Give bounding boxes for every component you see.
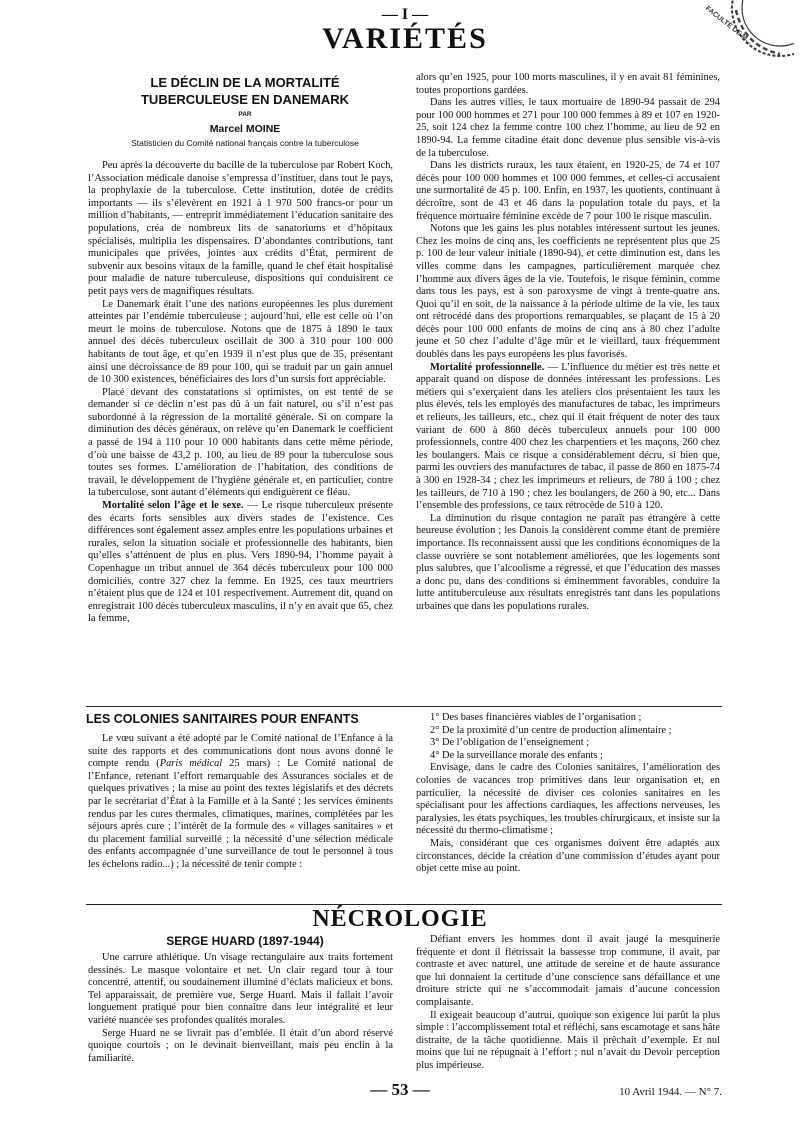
obituary-column-2 (416, 934, 720, 1073)
author-affiliation: Statisticien du Comité national français contre la tuberculose (131, 138, 359, 148)
text-run: 25 mars) : Le Comité national de l’Enfance, retenant l’effort remarquable des Assurances sociales et de quelques privatives ; la mise au point des textes législatifs et des décrets par le secrétariat d’État à la Famille et à la Santé ; les services éminents rendus par les cures thermales, climatiques, marines, complétées par les séjours après cure ; l’intérêt de la formule des « villages sanitaires » et du placement familial surveillé ; la nécessité d’une sélection médicale des enfants accompagnée d’une surveillance de tout le personnel à tous les échelons radio...) ; la nécessité de tenir compte : (88, 758, 393, 870)
paragraph-text: — Le risque tuberculeux présente des écarts forts sensibles aux divers stades de l’existence. Ces différences sont également assez amples entre les populations urbaines et rurales, selon la situation sociale et professionnelle des habitants, bien qu’elles s’atténuent de plus en plus. Vers 1890-94, l’homme payait à Copenhague un tribut annuel de 364 décès tuberculeux pour 100 000 domiciliés, contre 327 chez la femme. En 1925, ces taux meurtriers n’étaient plus que de 124 et 101 respectivement. Autrement dit, quand on enregistrait 100 décès tuberculeux masculins, il n’y en avait que 65, chez la femme, (88, 500, 393, 625)
obituary-paragraph: Il exigeait beaucoup d’autrui, quoique son exigence lui parût la plus simple : l’accomplissement total et réfléchi, sans escamotage et sans hâte distraite, de la tâche quotidienne. Mais il prêchait d’exemple. Et nul moins que lui ne répugnait à l’effort ; nul n’avait du Devoir perception plus impérieuse. (416, 1009, 720, 1071)
colonies-column-2 (416, 712, 720, 876)
article1-paragraph: Placé devant des constatations si optimistes, on est tenté de se demander si ce déclin n’est pas dû à un fait naturel, ou s’il n’est pas subordonné à la régression de la mortalité générale. Si on compare la diminution des décès généraux, on relève qu’en Danemark le coefficient a passé de 194 à 110 pour 10 000 habitants dans cette même période, d’où une baisse de 43,2 p. 100, au lieu de 89 pour la tuberculose sous toutes ses formes. L’amélioration de l’habitation, des conditions de travail, le développement de l’hygiène générale et, en particulier, contre la tuberculose, sont autant d’éléments qui endiguèrent ce fléau. (88, 386, 393, 499)
page-roman-number: — I — (381, 6, 429, 23)
obituary-paragraph: Défiant envers les hommes dont il avait jaugé la mesquinerie fréquente et dont il flétrissait la bassesse trop commune, il avait, par contraste et avec naturel, une attitude de sereine et de haute assurance que lui donnaient la certitude d’une conscience sans défaillance et une droiture stricte qui ne s’accommodait jamais d’aucune concession complaisante. (416, 934, 720, 1008)
article1-paragraph: Dans les districts ruraux, les taux étaient, en 1920-25, de 74 et 107 décès pour 100 000 hommes et 100 000 femmes, et celles-ci accusaient une surmortalité de 45 p. 100. Enfin, en 1937, les quotients, continuant à décroître, sont de 43 et 46 dans la population totale du pays, et la fréquence mortuaire féminine excède de 7 pour 100 le risque masculin. (416, 160, 720, 222)
article-title-line-1: LE DÉCLIN DE LA MORTALITÉ (150, 75, 340, 90)
text-run: Le vœu suivant a été adopté par le Comité national de l’Enfance à la suite des rapports et des communications dont nous avons donné le compte rendu ( (88, 733, 393, 770)
article1-paragraph (88, 500, 393, 626)
page-number: — 53 — (370, 1080, 430, 1099)
article1-paragraph: Peu après la découverte du bacille de la tuberculose par Robert Koch, l’Association médicale danoise s’empressa d’instituer, dans tout le pays, la prophylaxie de la tuberculose. Cette institution, dotée de crédits importants — ils s’élevèrent en 1921 à 1 970 500 francs-or pour un million d’habitants, — entreprit immédiatement l’éducation sanitaire des populations, créa de nombreux lits de sanatoriums et d’hôpitaux spécialisés, multiplia les dispensaires. D’abondantes contributions, tant municipales que privées, jointes aux crédits d’État, permirent de subvenir aux besoins vitaux de la famille, quand le chef était hospitalisé pour maladie de nature tuberculeuse, dispositions qui conduisirent ce petit pays vers de magnifiques résultats. (88, 160, 393, 297)
section-title-varietes: VARIÉTÉS (322, 22, 488, 55)
subheading-professional: Mortalité professionnelle. (430, 361, 545, 373)
article1-paragraph: La diminution du risque contagion ne paraît pas étrangère à cette heureuse évolution ; les Danois la considèrent comme étant de première importance. Ils reconnaissent aussi que les conditions économiques de la classe ouvrière se sont notablement améliorées, que les logements sont plus salubres, que l’alcoolisme a régressé, et que l’éducation des masses a donc pu, dans des conditions si éminemment favorables, conduire la lutte antituberculeuse aux résultats enregistrés tant dans les populations urbaines que dans les populations rurales. (416, 512, 720, 612)
colonies-paragraph: Mais, considérant que ces organismes doivent être adaptés aux circonstances, décide la création d’une commission d’études ayant pour objet cette mise au point. (416, 837, 720, 875)
section-divider (86, 904, 722, 905)
list-item: 1° Des bases financières viables de l’organisation ; (430, 712, 642, 723)
list-item: 3° De l’obligation de l’enseignement ; (430, 737, 590, 749)
article1-paragraph (416, 362, 720, 513)
necrologie-title: NÉCROLOGIE (312, 906, 488, 932)
colonies-title: LES COLONIES SANITAIRES POUR ENFANTS (86, 712, 359, 726)
subheading-age-sex: Mortalité selon l’âge et le sexe. (102, 500, 244, 512)
article1-column-1 (88, 160, 393, 626)
issue-date: 10 Avril 1944. — N° 7. (619, 1086, 722, 1098)
article-title (95, 74, 395, 108)
journal-reference: Paris médical (159, 758, 223, 770)
colonies-paragraph (88, 733, 393, 872)
article1-paragraph: Notons que les gains les plus notables intéressent surtout les jeunes. Chez les moins de cinq ans, les coefficients ne représentent plus que 25 p. 100 de leur valeur initiale (1890-94), et cette diminution est, dans les villes comme dans les campagnes, particulièrement marquée chez l’homme aux divers âges de la vie. Toutefois, le risque féminin, comme dans tous les pays, est à son paroxysme de vingt à trente-quatre ans. Quoi qu’il en soit, de la naissance à la période ultime de la vie, les taux ont rétrocédé dans des proportions remarquables, se plaçant de 15 à 20 décès pour 100 000 enfants de moins de cinq ans à 80 chez l’adulte jeune et 50 chez l’adulte d’âge mûr et le vieillard, taux fréquemment doublés dans les pays européens les plus favorisés. (416, 223, 720, 361)
paragraph-text: — L’influence du métier est très nette et apparaît quand on dispose de données intéressant les professions. Les métiers qui s’exerçaient dans les ateliers clos présentaient les taux les plus élevés, tels les employés des manufactures de tabac, les imprimeurs et relieurs, les tailleurs, etc., chez qui il était fréquent de noter des taux variant de 600 à 860 décès tuberculeux annuels pour 100 000 professionnels, contre 400 chez les charpentiers et les maçons, 260 chez les boulangers. Mais ce risque a considérablement décru, si bien que, parmi les ouvriers des manufactures de tabac, il passe de 860 en 1875-74 à 300 en 1928-34 ; chez les imprimeurs et relieurs, de 780 à 100 ; chez les tailleurs, de 710 à 190 ; chez les boulangers, de 260 à 90, etc... Dans l’ensemble des professions, ce taux rétrocède de 510 à 120. (416, 361, 720, 512)
obituary-column-1 (88, 952, 393, 1065)
author-name: Marcel MOINE (209, 123, 281, 135)
obituary-paragraph: Une carrure athlétique. Un visage rectangulaire aux traits fortement dessinés. Le masque volontaire et net. Un clair regard tour à tour concentré, attentif, ou soudainement illuminé d’éclats malicieux et bons. Tel apparaissait, de première vue, Serge Huard. Mais il fallait l’avoir longuement pratiqué pour bien connaître dans leur intégralité et leur variété nuancée ses profondes qualités morales. (88, 952, 393, 1026)
byline-par: PAR (238, 111, 252, 118)
article-title-line-2: TUBERCULEUSE EN DANEMARK (140, 92, 349, 107)
article1-paragraph: Le Danemark était l’une des nations européennes les plus durement atteintes par l’endémie tuberculeuse ; aujourd’hui, elle est celle où l’on meurt le moins de tuberculose. Notons que de 1875 à 1890 le taux annuel des décès tuberculeux oscillait de 300 à 310 pour 100 000 habitants de tout âge, et qu’en 1939 il n’est plus que de 35, présentant ainsi une décroissance de 89 pour 100, qui se traduit par un gain annuel de 10 300 existences, bénéficiaires des lors d’un sursis fort appréciable. (88, 298, 393, 386)
obituary-paragraph: Serge Huard ne se livrait pas d’emblée. Il était d’un abord réservé quoique courtois ; on le devinait bienveillant, mais peu enclin à la familiarité. (88, 1027, 393, 1064)
list-item: 2° De la proximité d’un centre de production alimentaire ; (430, 724, 672, 736)
list-item: 4° De la surveillance morale des enfants ; (430, 749, 603, 761)
article1-column-2 (416, 72, 720, 614)
article1-paragraph: alors qu’en 1925, pour 100 morts masculines, il y en avait 81 féminines, toutes proportions gardées. (416, 72, 720, 96)
stamp-text: FACULTÉ DE M... (703, 5, 754, 46)
colonies-paragraph: Envisage, dans le cadre des Colonies sanitaires, l’amélioration des colonies de vacances trop primitives dans leur organisation et, en particulier, la nécessité de diviser ces colonies sanitaires en les spécialisant pour les affections cardiaques, les affections nerveuses, les paralysies, les états psychiques, les troubles chirurgicaux, et insiste sur la nécessité du thermo-climatisme ; (416, 762, 720, 837)
section-divider (86, 706, 722, 707)
obituary-person-title: SERGE HUARD (1897-1944) (166, 934, 324, 948)
colonies-column-1 (88, 733, 393, 872)
article1-paragraph: Dans les autres villes, le taux mortuaire de 1890-94 passait de 294 pour 100 000 hommes et 271 pour 100 000 femmes à 89 et 107 en 1920-25, soit 124 chez la femme contre 100 chez l’homme, au lieu de 92 en 1890-94. La femme citadine était donc devenue plus sensible vis-à-vis de la tuberculose. (416, 97, 720, 159)
library-stamp (722, 0, 794, 72)
